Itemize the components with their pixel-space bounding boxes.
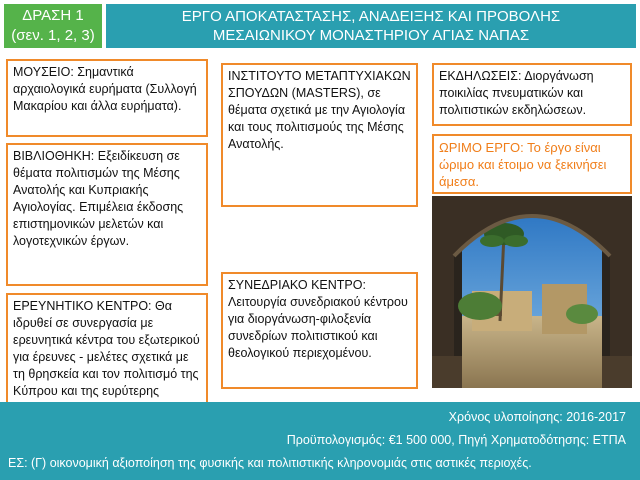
mature-project-box [432,134,632,194]
library-box [6,143,208,286]
badge-subtitle: (σεν. 1, 2, 3) [11,27,95,44]
action-badge [4,4,102,48]
title-line-2: ΜΕΣΑΙΩΝΙΚΟΥ ΜΟΝΑΣΤΗΡΙΟΥ ΑΓΙΑΣ ΝΑΠΑΣ [212,27,530,44]
monastery-arch-image [432,196,632,388]
research-center-text: ΕΡΕΥΝΗΤΙΚΟ ΚΕΝΤΡΟ: Θα ιδρυθεί σε συνεργασία με ερευνητικά κέντρα του εξωτερικού για έρευνες - μελέτες σχετικά με τη θρησκεία και τον πολιτισμό της Κύπρου και της ευρύτερης [13,299,200,398]
museum-text: ΜΟΥΣΕΙΟ: Σημαντικά αρχαιολογικά ευρήματα (Συλλογή Μακαρίου και άλλα ευρήματα). [13,65,197,113]
events-box [432,63,632,126]
museum-box [6,59,208,137]
conference-center-text: ΣΥΝΕΔΡΙΑΚΟ ΚΕΝΤΡΟ: Λειτουργία συνεδριακού κέντρου για διοργάνωση-φιλοξενία συνεδρίων πολιτιστικού και θεολογικού περιεχομένου. [228,278,408,360]
conference-center-box [221,272,418,389]
monastery-photo [432,196,632,388]
footer-info [0,402,640,480]
budget-info: Προϋπολογισμός: €1 500 000, Πηγή Χρηματοδότησης: ΕΤΠΑ [286,433,626,447]
specific-objective: ΕΣ: (Γ) οικονομική αξιοποίηση της φυσικής και πολιτιστικής κληρονομιάς στις αστικές περιοχές. [8,456,532,470]
title-banner [106,4,636,48]
institute-text: ΙΝΣΤΙΤΟΥΤΟ ΜΕΤΑΠΤΥΧΙΑΚΩΝ ΣΠΟΥΔΩΝ (MASTERS), σε θέματα σχετικά με την Αγιολογία και τους πολιτισμούς της Μέσης Ανατολής. [228,69,411,151]
events-text: ΕΚΔΗΛΩΣΕΙΣ: Διοργάνωση ποικιλίας πνευματικών και πολιτιστικών εκδηλώσεων. [439,69,594,117]
institute-box [221,63,418,207]
implementation-period: Χρόνος υλοποίησης: 2016-2017 [448,410,626,424]
title-line-1: ΕΡΓΟ ΑΠΟΚΑΤΑΣΤΑΣΗΣ, ΑΝΑΔΕΙΞΗΣ ΚΑΙ ΠΡΟΒΟΛΗΣ [181,8,561,25]
library-text: ΒΙΒΛΙΟΘΗΚΗ: Εξειδίκευση σε θέματα πολιτισμών της Μέσης Ανατολής και Κυπριακής Αγιολογίας. Επιμέλεια έκδοσης επιστημονικών μελετών και λογοτεχνικών έργων. [13,149,184,248]
header [0,0,640,52]
mature-project-text: ΩΡΙΜΟ ΕΡΓΟ: Το έργο είναι ώριμο και έτοιμο να ξεκινήσει άμεσα. [439,140,607,189]
badge-title: ΔΡΑΣΗ 1 [22,7,84,24]
